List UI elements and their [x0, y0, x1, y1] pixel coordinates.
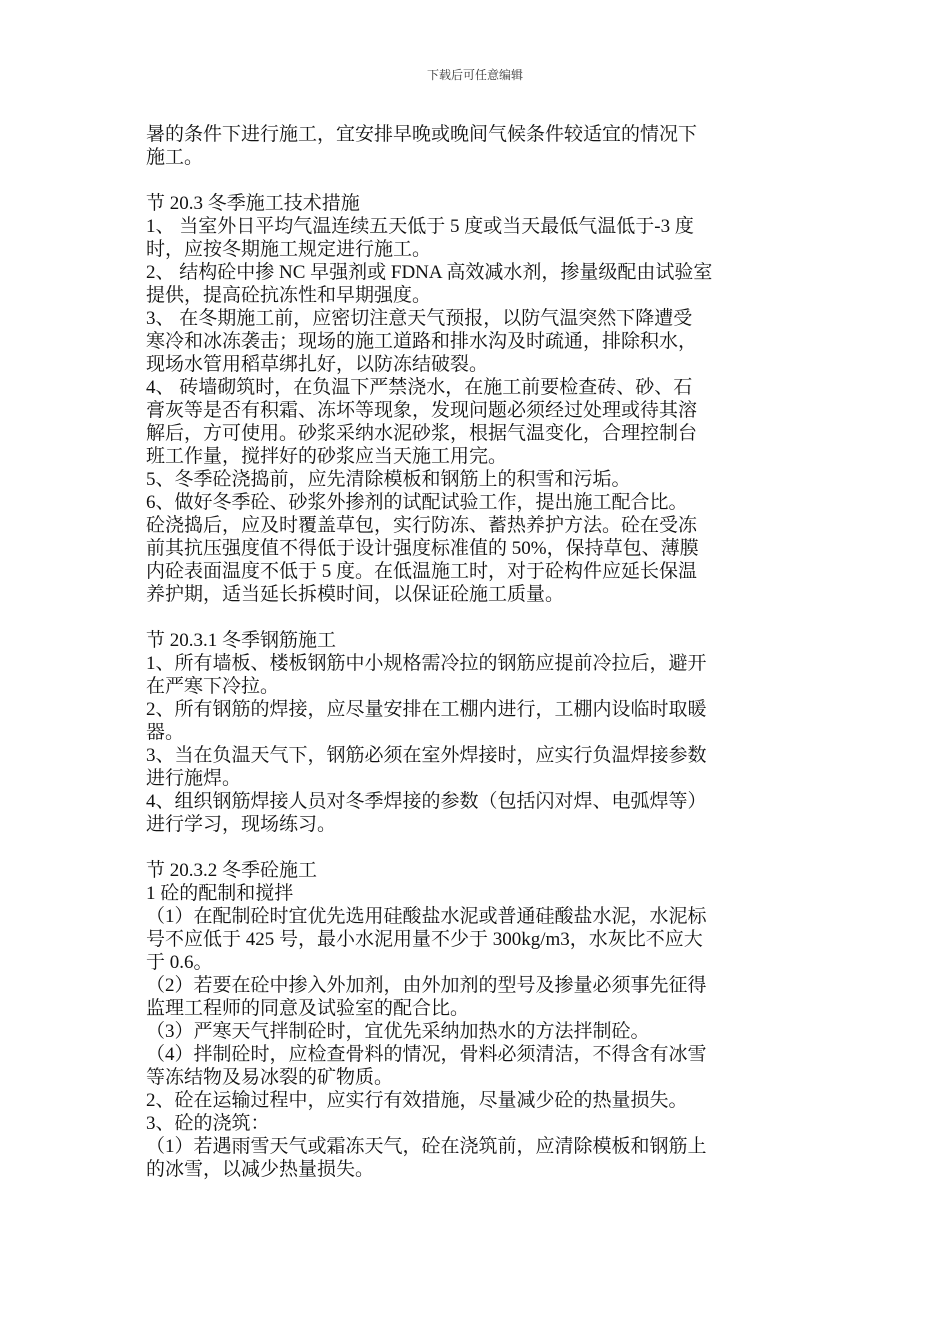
text-line: 寒冷和冰冻袭击；现场的施工道路和排水沟及时疏通，排除积水， [146, 331, 698, 352]
text-line: 2、 结构砼中掺 NC 早强剂或 FDNA 高效减水剂，掺量级配由试验室 [146, 262, 713, 283]
text-line: 3、砼的浇筑： [146, 1113, 270, 1134]
text-line: （1）在配制砼时宜优先选用硅酸盐水泥或普通硅酸盐水泥，水泥标 [146, 906, 707, 927]
text-line: 节 20.3.1 冬季钢筋施工 [146, 630, 337, 651]
page-header: 下载后可任意编辑 [426, 68, 523, 82]
text-line: （4）拌制砼时，应检查骨料的情况，骨料必须清洁，不得含有冰雪 [146, 1044, 707, 1065]
text-line: 暑的条件下进行施工，宜安排早晚或晚间气候条件较适宜的情况下 [146, 124, 698, 145]
text-line: 内砼表面温度不低于 5 度。在低温施工时，对于砼构件应延长保温 [146, 561, 698, 582]
document-body [146, 123, 811, 1181]
text-line: 6、做好冬季砼、砂浆外掺剂的试配试验工作，提出施工配合比。 [146, 492, 688, 513]
text-line: 4、 砖墙砌筑时，在负温下严禁浇水，在施工前要检查砖、砂、石 [146, 377, 693, 398]
text-line: 节 20.3 冬季施工技术措施 [146, 193, 360, 214]
text-line: 进行学习，现场练习。 [146, 814, 337, 835]
text-line: 进行施焊。 [146, 768, 242, 789]
text-line: 时，应按冬期施工规定进行施工。 [146, 239, 432, 260]
blank-line [146, 169, 811, 192]
text-line: 2、所有钢筋的焊接，应尽量安排在工棚内进行，工棚内设临时取暖 [146, 699, 707, 720]
text-line: 的冰雪，以减少热量损失。 [146, 1159, 375, 1180]
blank-line [146, 606, 811, 629]
text-line: 4、组织钢筋焊接人员对冬季焊接的参数（包括闪对焊、电弧焊等） [146, 791, 707, 812]
text-line: 1、 当室外日平均气温连续五天低于 5 度或当天最低气温低于-3 度 [146, 216, 694, 237]
text-line: 前其抗压强度值不得低于设计强度标准值的 50%，保持草包、薄膜 [146, 538, 699, 559]
text-line: 砼浇捣后，应及时覆盖草包，实行防冻、蓄热养护方法。砼在受冻 [146, 515, 698, 536]
text-line: 监理工程师的同意及试验室的配合比。 [146, 998, 470, 1019]
text-line: 提供，提高砼抗冻性和早期强度。 [146, 285, 432, 306]
text-line: 等冻结物及易冰裂的矿物质。 [146, 1067, 394, 1088]
blank-line [146, 836, 811, 859]
text-line: 器。 [146, 722, 185, 743]
text-line: 在严寒下冷拉。 [146, 676, 280, 697]
text-line: 3、当在负温天气下，钢筋必须在室外焊接时，应实行负温焊接参数 [146, 745, 707, 766]
text-line: 养护期，适当延长拆模时间，以保证砼施工质量。 [146, 584, 565, 605]
text-line: 节 20.3.2 冬季砼施工 [146, 860, 318, 881]
text-line: （2）若要在砼中掺入外加剂，由外加剂的型号及掺量必须事先征得 [146, 975, 707, 996]
text-line: 1、所有墙板、楼板钢筋中小规格需冷拉的钢筋应提前冷拉后，避开 [146, 653, 707, 674]
text-line: 5、冬季砼浇捣前，应先清除模板和钢筋上的积雪和污垢。 [146, 469, 631, 490]
text-line: 1 砼的配制和搅拌 [146, 883, 294, 904]
text-line: 解后，方可使用。砂浆采纳水泥砂浆，根据气温变化，合理控制台 [146, 423, 698, 444]
text-line: 3、 在冬期施工前，应密切注意天气预报，以防气温突然下降遭受 [146, 308, 693, 329]
text-line: 班工作量，搅拌好的砂浆应当天施工用完。 [146, 446, 508, 467]
text-line: 号不应低于 425 号，最小水泥用量不少于 300kg/m3，水灰比不应大 [146, 929, 703, 950]
text-line: 现场水管用稻草绑扎好，以防冻结破裂。 [146, 354, 489, 375]
text-line: （1）若遇雨雪天气或霜冻天气，砼在浇筑前，应清除模板和钢筋上 [146, 1136, 707, 1157]
text-line: 膏灰等是否有积霜、冻坏等现象，发现问题必须经过处理或待其溶 [146, 400, 698, 421]
text-line: 于 0.6。 [146, 952, 213, 973]
text-line: 施工。 [146, 147, 204, 168]
text-line: （3）严寒天气拌制砼时，宜优先采纳加热水的方法拌制砼。 [146, 1021, 650, 1042]
text-line: 2、砼在运输过程中，应实行有效措施，尽量减少砼的热量损失。 [146, 1090, 688, 1111]
